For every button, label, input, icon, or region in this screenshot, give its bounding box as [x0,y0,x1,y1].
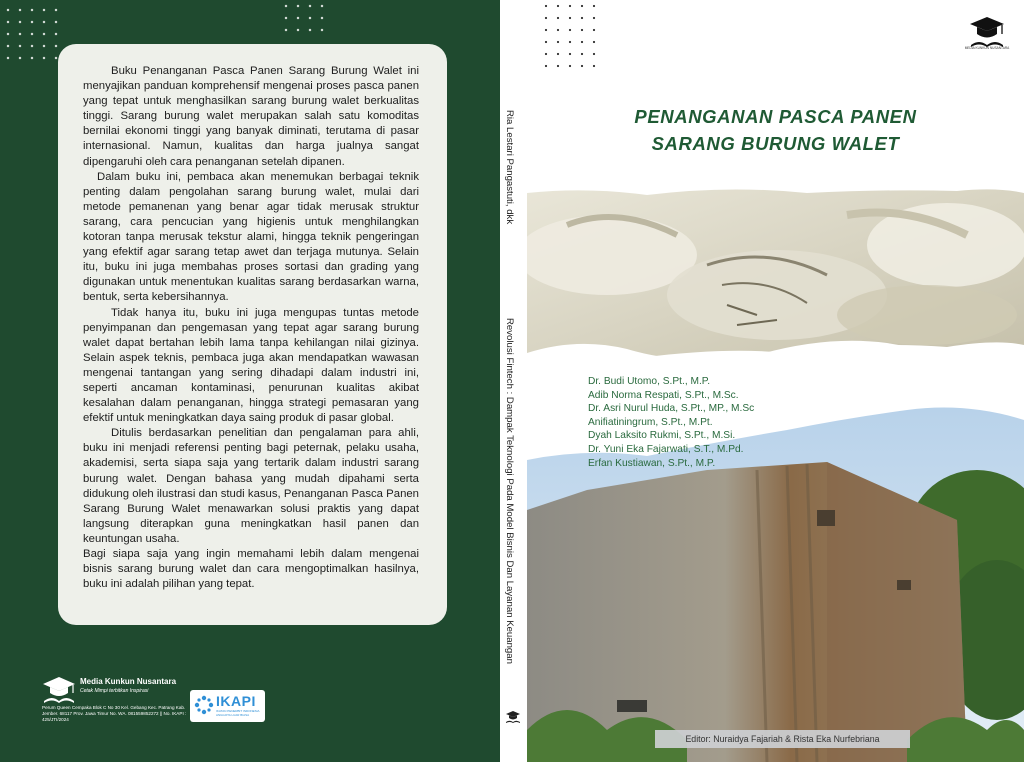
publisher-tagline: Cetak Mimpi terbitkan Inspirasi [80,688,149,694]
spine-publisher-icon [505,710,521,724]
blurb-paragraph: Bagi siapa saja yang ingin memahami lebih dalam mengenai bisnis sarang burung walet dan cara mengoptimalkan hasilnya, buku ini adalah pilihan yang tepat. [83,548,419,591]
author-name: Dr. Budi Utomo, S.Pt., M.P. [588,376,711,387]
publisher-address: Perum Queen Cempaka Blok C No 30 Kel. Gebang Kec. Patrang Kab. Jember. 68117 Prov. Jawa Timur No. WA. 081559852272 || No. IKAPI : 425/JTI/2024 [42,705,187,722]
blurb-paragraph: Tidak hanya itu, buku ini juga mengupas tuntas metode penyimpanan dan pengemasan yang tepat agar sarang burung walet dapat bertahan lebih lama tanpa kehilangan nilai gizinya. Selain aspek teknis, pembaca juga akan mendapatkan wawasan mengenai tantangan yang sering dihadapi dalam industri ini, seperti ancaman kontaminasi, penurunan kualitas akibat kesalahan dalam penanganan, hingga strategi pemasaran yang efektif untuk meningkatkan daya saing produk di pasar global. [83,306,419,425]
ikapi-logo [190,690,265,722]
author-name: Adib Norma Respati, S.Pt., M.Sc. [588,389,739,401]
author-name: Dr. Asri Nurul Huda, S.Pt., MP., M.Sc [588,403,755,415]
decorative-dots-back [2,4,62,64]
ikapi-name: IKAPI [216,693,256,709]
ikapi-subtitle: IKATAN PENERBIT INDONESIA ANGGOTA LUAR BIASA [216,709,260,717]
blurb-paragraph: Buku Penanganan Pasca Panen Sarang Burung Walet ini menyajikan panduan komprehensif mengenai proses pasca panen yang tepat untuk menghasilkan sarang burung walet berkualitas tinggi. Sarang burung walet merupakan salah satu komoditas bernilai ekonomi tinggi yang banyak diminati, terutama di pasar internasional. Namun, kualitas dan harga jualnya sangat dipengaruhi oleh cara penanganan setelah dipanen. [83,65,419,168]
graduation-cap-icon [42,675,76,705]
author-name: Dr. Yuni Eka Fajarwati, S.T., M.Pd. [588,443,744,455]
book-title [527,103,1024,157]
title-line-1: PENANGANAN PASCA PANEN [634,106,917,127]
spine-author: Ria Lestari Pangastuti, dkk [504,110,515,225]
author-name: Anifiatiningrum, S.Pt., M.Pt. [588,416,713,428]
author-name: Dyah Laksito Rukmi, S.Pt., M.Si. [588,430,736,442]
decorative-dots-front [540,0,600,72]
decorative-dots-back-top [280,0,328,36]
publisher-logo-icon [968,14,1006,50]
publisher-name: Media Kunkun Nusantara [80,677,177,686]
blurb-paragraph: Ditulis berdasarkan penelitian dan pengalaman para ahli, buku ini menjadi referensi penting bagi peternak, pelaku usaha, akademisi, serta siapa saja yang tertarik dalam industri sarang burung walet. Dengan bahasa yang mudah dipahami serta didukung oleh ilustrasi dan studi kasus, Penanganan Pasca Panen Sarang Burung Walet menawarkan solusi praktis yang dapat langsung diterapkan guna meningkatkan hasil panen dan keuntungan usaha. [83,427,419,545]
publisher-logo-text: MEDIA KUNKUN NUSANTARA [964,46,1010,50]
author-name: Erfan Kustiawan, S.Pt., M.P. [588,457,716,469]
title-line-2: SARANG BURUNG WALET [651,133,900,154]
blurb-paragraph: Dalam buku ini, pembaca akan menemukan berbagai teknik penting dalam pengolahan sarang burung walet, mulai dari metode pemanenan yang benar agar tidak merusak struktur sarang, cara pencucian yang higienis untuk menghilangkan kotoran tanpa merusak tekstur alami, hingga teknik pengeringan yang efektif agar sarang tetap awet dan terjaga mutunya. Selain itu, buku ini juga membahas proses sortasi dan grading yang digunakan untuk menentukan kualitas sarang berdasarkan warna, bentuk, serta kebersihannya. [83,170,419,304]
spine-title: Revolusi Fintech : Dampak Teknologi Pada Model Bisnis Dan Layanan Keuangan [504,318,515,664]
author-list [588,375,754,470]
ikapi-icon [194,695,214,715]
editor-credit: Editor: Nuraidya Fajariah & Rista Eka Nurfebriana [655,730,910,748]
blurb-text [83,64,419,592]
